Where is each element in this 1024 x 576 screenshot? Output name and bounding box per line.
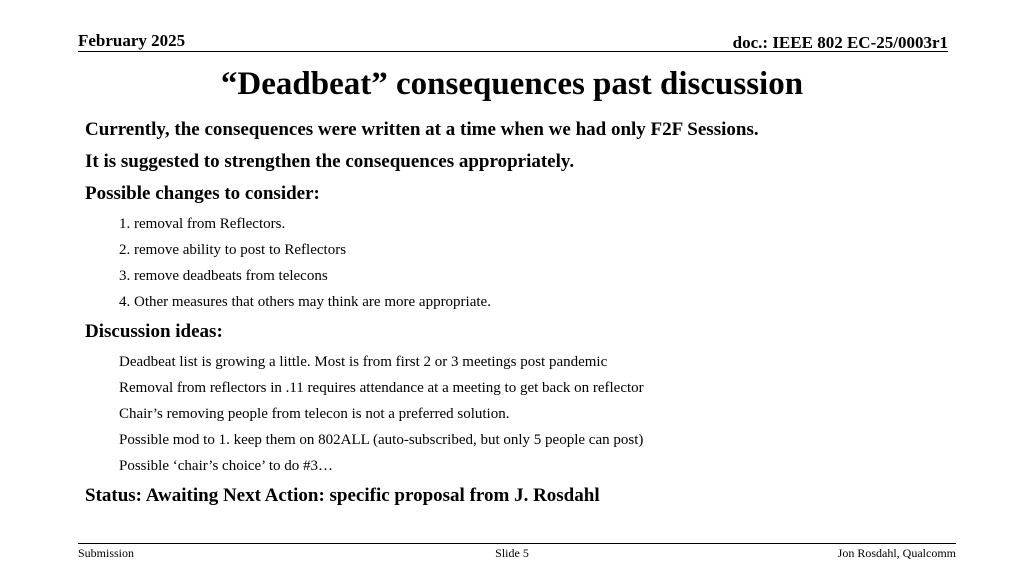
change-item: 1. removal from Reflectors. <box>119 216 286 232</box>
body-line-current-consequences: Currently, the consequences were written at a time when we had only F2F Sessions. <box>85 119 759 140</box>
footer-submission: Submission <box>78 546 135 560</box>
discussion-item: Chair’s removing people from telecon is not a preferred solution. <box>119 406 510 422</box>
discussion-heading: Discussion ideas: <box>85 321 223 342</box>
changes-heading: Possible changes to consider: <box>85 183 320 204</box>
header-date: February 2025 <box>78 31 186 50</box>
footer-divider <box>78 543 956 544</box>
slide-title: “Deadbeat” consequences past discussion <box>220 66 804 102</box>
status-line: Status: Awaiting Next Action: specific proposal from J. Rosdahl <box>85 485 600 506</box>
slide-body <box>85 119 965 517</box>
discussion-item: Deadbeat list is growing a little. Most is from first 2 or 3 meetings post pandemic <box>119 354 608 370</box>
discussion-item: Possible ‘chair’s choice’ to do #3… <box>119 458 333 474</box>
header-doc-id: doc.: IEEE 802 EC-25/0003r1 <box>732 33 948 52</box>
change-item: 4. Other measures that others may think are more appropriate. <box>119 294 491 310</box>
change-item: 2. remove ability to post to Reflectors <box>119 242 347 258</box>
header-divider <box>78 51 948 52</box>
body-line-strengthen: It is suggested to strengthen the consequences appropriately. <box>85 151 575 172</box>
change-item: 3. remove deadbeats from telecons <box>119 268 328 284</box>
footer-author: Jon Rosdahl, Qualcomm <box>837 546 956 560</box>
discussion-item: Removal from reflectors in .11 requires attendance at a meeting to get back on reflector <box>119 380 644 396</box>
discussion-item: Possible mod to 1. keep them on 802ALL (auto-subscribed, but only 5 people can post) <box>119 432 644 448</box>
footer-slide-number: Slide 5 <box>495 546 529 560</box>
